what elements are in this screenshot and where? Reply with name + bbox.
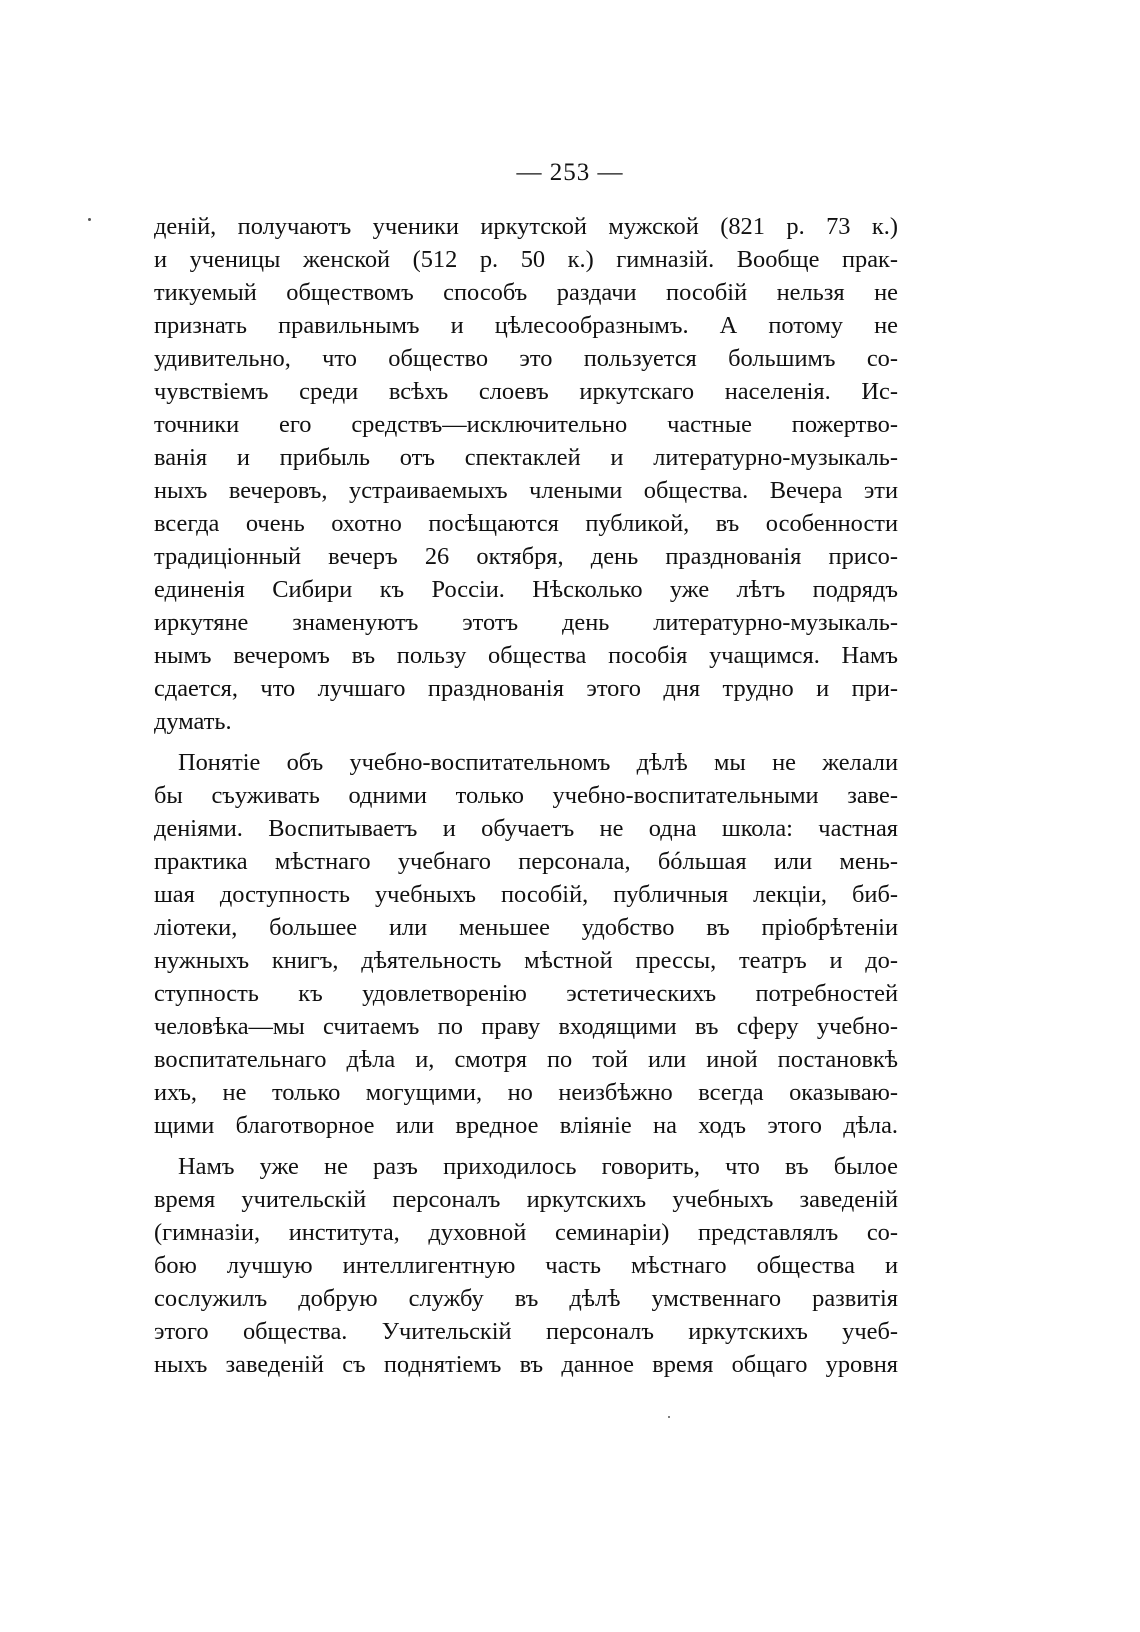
text-line: тикуемый обществомъ способъ раздачи пособій нельзя не bbox=[154, 279, 898, 306]
text-line: сдается, что лучшаго празднованія этого дня трудно и при- bbox=[154, 675, 898, 702]
scan-speck bbox=[88, 218, 91, 221]
text-line: (гимназіи, института, духовной семинаріи) представлялъ со- bbox=[154, 1219, 898, 1246]
text-line: ихъ, не только могущими, но неизбѣжно всегда оказываю- bbox=[154, 1079, 898, 1106]
text-line: нымъ вечеромъ въ пользу общества пособія учащимся. Намъ bbox=[154, 642, 898, 669]
text-line: и ученицы женской (512 р. 50 к.) гимназій. Вообще прак- bbox=[154, 246, 898, 273]
text-line: этого общества. Учительскій персоналъ иркутскихъ учеб- bbox=[154, 1318, 898, 1345]
text-line: чувствіемъ среди всѣхъ слоевъ иркутскаго населенія. Ис- bbox=[154, 378, 898, 405]
text-line: время учительскій персоналъ иркутскихъ учебныхъ заведеній bbox=[154, 1186, 898, 1213]
text-line: сослужилъ добрую службу въ дѣлѣ умственнаго развитія bbox=[154, 1285, 898, 1312]
text-line: думать. bbox=[154, 708, 232, 735]
text-line: точники его средствъ—исключительно частные пожертво- bbox=[154, 411, 898, 438]
text-line: иркутяне знаменуютъ этотъ день литературно-музыкаль- bbox=[154, 609, 898, 636]
text-line: единенія Сибири къ Россіи. Нѣсколько уже лѣтъ подрядъ bbox=[154, 576, 898, 603]
text-line: щими благотворное или вредное вліяніе на ходъ этого дѣла. bbox=[154, 1112, 898, 1139]
scan-speck bbox=[668, 1416, 670, 1418]
text-line: всегда очень охотно посѣщаются публикой, въ особенности bbox=[154, 510, 898, 537]
text-line: деніями. Воспитываетъ и обучаетъ не одна школа: частная bbox=[154, 815, 898, 842]
text-line: ныхъ вечеровъ, устраиваемыхъ члеными общества. Вечера эти bbox=[154, 477, 898, 504]
text-line: нужныхъ книгъ, дѣятельность мѣстной прессы, театръ и до- bbox=[154, 947, 898, 974]
paragraph-3 bbox=[154, 1150, 898, 1381]
text-line: шая доступность учебныхъ пособій, публичныя лекціи, биб- bbox=[154, 881, 898, 908]
text-line: ступность къ удовлетворенію эстетическихъ потребностей bbox=[154, 980, 898, 1007]
paragraph-2 bbox=[154, 746, 898, 1142]
text-line: человѣка—мы считаемъ по праву входящими въ сферу учебно- bbox=[154, 1013, 898, 1040]
page-number: — 253 — bbox=[516, 159, 624, 186]
text-line: удивительно, что общество это пользуется большимъ со- bbox=[154, 345, 898, 372]
paragraph-1 bbox=[154, 210, 898, 738]
text-line: ліотеки, большее или меньшее удобство въ пріобрѣтеніи bbox=[154, 914, 898, 941]
text-line: Понятіе объ учебно-воспитательномъ дѣлѣ мы не желали bbox=[178, 749, 898, 776]
text-line: деній, получаютъ ученики иркутской мужской (821 р. 73 к.) bbox=[154, 213, 898, 240]
text-line: ванія и прибыль отъ спектаклей и литературно-музыкаль- bbox=[154, 444, 898, 471]
text-line: бою лучшую интеллигентную часть мѣстнаго общества и bbox=[154, 1252, 898, 1279]
body-text bbox=[154, 210, 898, 1389]
text-line: практика мѣстнаго учебнаго персонала, бóльшая или мень- bbox=[154, 848, 898, 875]
text-line: бы съуживать одними только учебно-воспитательными заве- bbox=[154, 782, 898, 809]
text-line: Намъ уже не разъ приходилось говорить, что въ былое bbox=[178, 1153, 898, 1180]
text-line: воспитательнаго дѣла и, смотря по той или иной постановкѣ bbox=[154, 1046, 898, 1073]
text-line: признать правильнымъ и цѣлесообразнымъ. А потому не bbox=[154, 312, 898, 339]
text-line: ныхъ заведеній съ поднятіемъ въ данное время общаго уровня bbox=[154, 1351, 898, 1378]
text-line: традиціонный вечеръ 26 октября, день празднованія присо- bbox=[154, 543, 898, 570]
